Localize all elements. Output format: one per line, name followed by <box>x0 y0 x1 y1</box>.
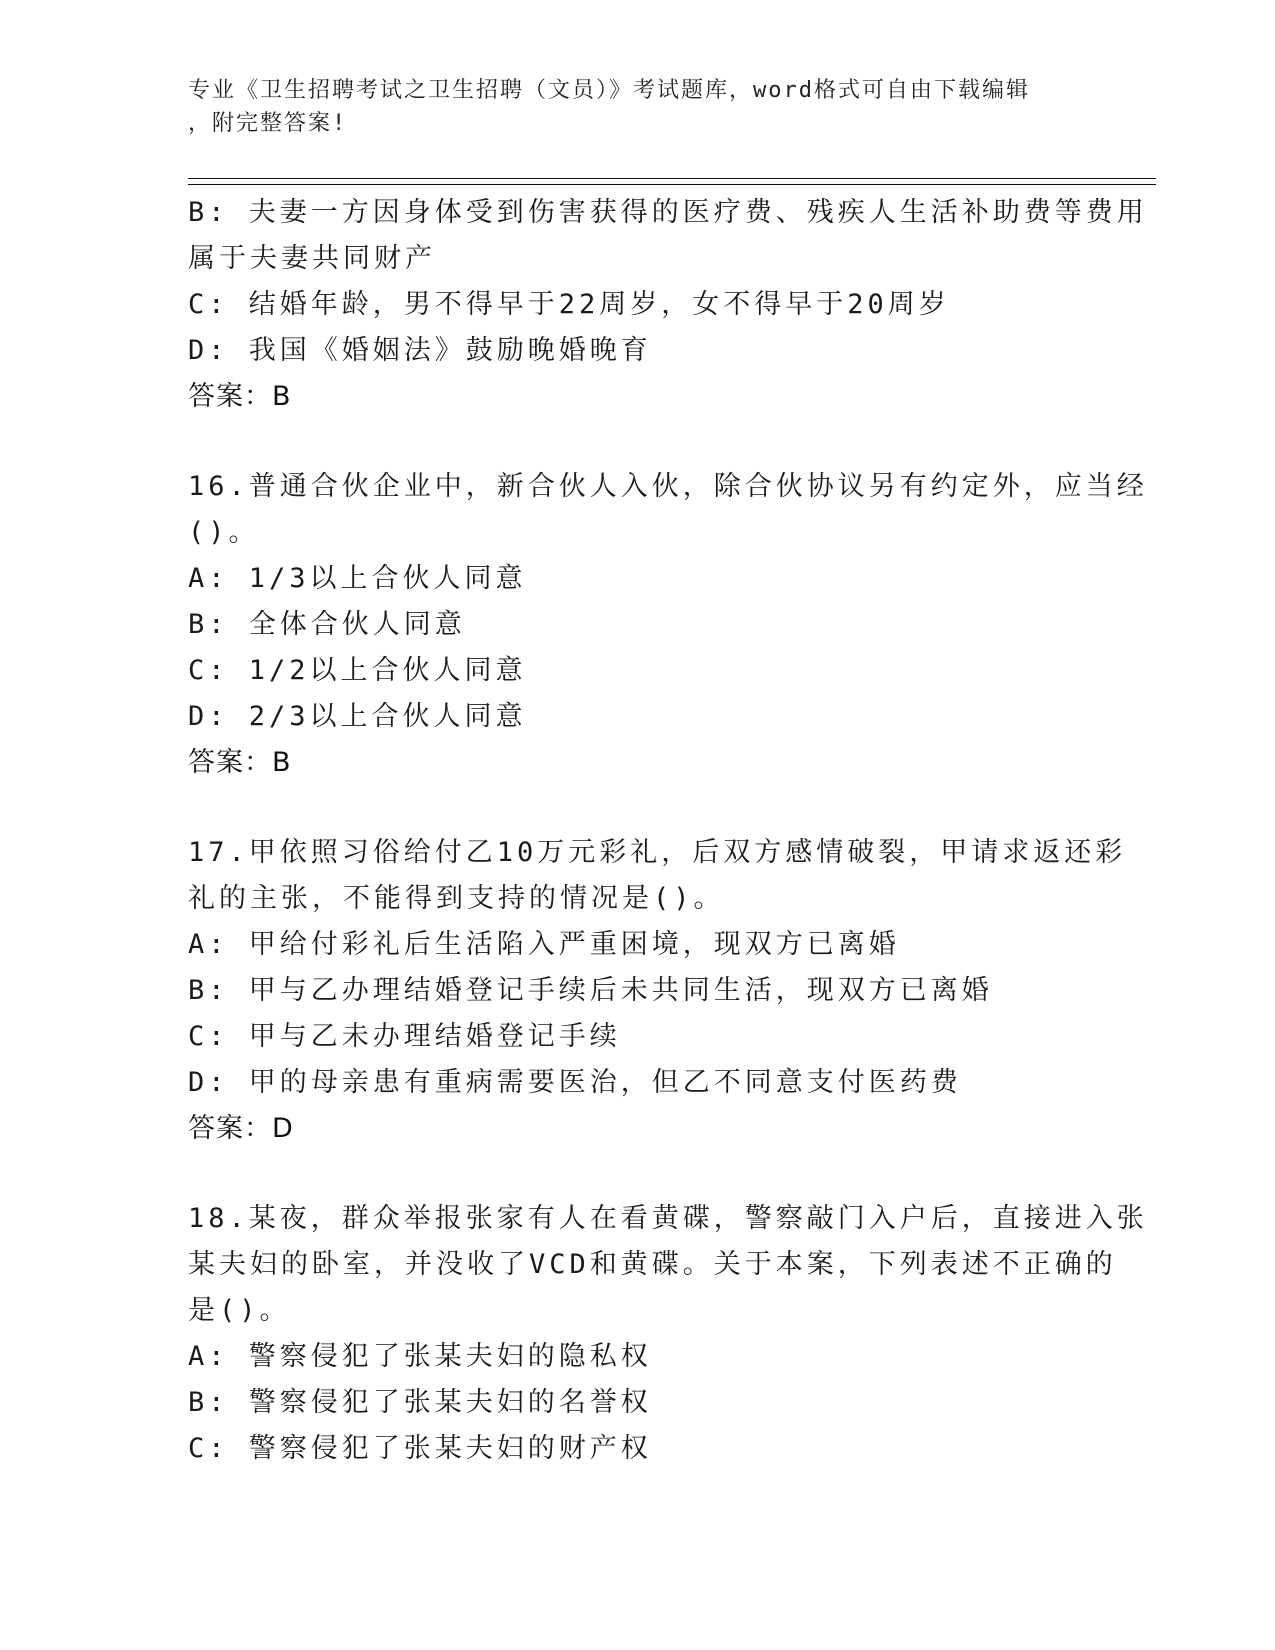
question-stem: 17.甲依照习俗给付乙10万元彩礼，后双方感情破裂，甲请求返还彩 <box>188 837 1127 868</box>
option-a: A: 1/3以上合伙人同意 <box>188 563 527 594</box>
question-stem-continued: 礼的主张，不能得到支持的情况是()。 <box>188 883 725 914</box>
option-d: D: 甲的母亲患有重病需要医治，但乙不同意支付医药费 <box>188 1067 962 1098</box>
question-stem-end: 是()。 <box>188 1295 291 1326</box>
question-16 <box>188 464 1148 786</box>
header-rule-bottom <box>188 184 1156 185</box>
question-stem: 18.某夜，群众举报张家有人在看黄碟，警察敲门入户后，直接进入张 <box>188 1203 1148 1234</box>
question-15-tail <box>188 190 1148 420</box>
option-d: D: 我国《婚姻法》鼓励晚婚晚育 <box>188 335 652 366</box>
option-a: A: 警察侵犯了张某夫妇的隐私权 <box>188 1341 652 1372</box>
option-c: C: 甲与乙未办理结婚登记手续 <box>188 1021 621 1052</box>
header-line-1: 专业《卫生招聘考试之卫生招聘（文员）》考试题库，word格式可自由下载编辑 <box>188 78 1030 103</box>
question-17 <box>188 830 1127 1152</box>
option-b: B: 夫妻一方因身体受到伤害获得的医疗费、残疾人生活补助费等费用 <box>188 197 1148 228</box>
header-rule-top <box>188 178 1156 179</box>
answer-label: 答案：B <box>188 747 292 778</box>
spacer <box>188 1152 1088 1196</box>
question-list <box>188 190 1148 1472</box>
question-stem: 16.普通合伙企业中，新合伙人入伙，除合伙协议另有约定外，应当经 <box>188 471 1148 502</box>
answer-label: 答案：D <box>188 1113 294 1144</box>
document-header <box>188 74 1068 140</box>
header-line-2: ，附完整答案! <box>188 111 348 136</box>
question-18 <box>188 1196 1148 1472</box>
spacer <box>188 420 1088 464</box>
answer-label: 答案：B <box>188 381 292 412</box>
option-b: B: 甲与乙办理结婚登记手续后未共同生活，现双方已离婚 <box>188 975 993 1006</box>
option-c: C: 警察侵犯了张某夫妇的财产权 <box>188 1433 652 1464</box>
question-stem-continued: 某夫妇的卧室，并没收了VCD和黄碟。关于本案，下列表述不正确的 <box>188 1249 1117 1280</box>
option-a: A: 甲给付彩礼后生活陷入严重困境，现双方已离婚 <box>188 929 900 960</box>
option-c: C: 结婚年龄，男不得早于22周岁，女不得早于20周岁 <box>188 289 950 320</box>
option-c: C: 1/2以上合伙人同意 <box>188 655 527 686</box>
option-b: B: 全体合伙人同意 <box>188 609 466 640</box>
option-b: B: 警察侵犯了张某夫妇的名誉权 <box>188 1387 652 1418</box>
spacer <box>188 786 1088 830</box>
option-d: D: 2/3以上合伙人同意 <box>188 701 527 732</box>
option-b-continued: 属于夫妻共同财产 <box>188 243 436 274</box>
question-stem-continued: ()。 <box>188 517 260 548</box>
